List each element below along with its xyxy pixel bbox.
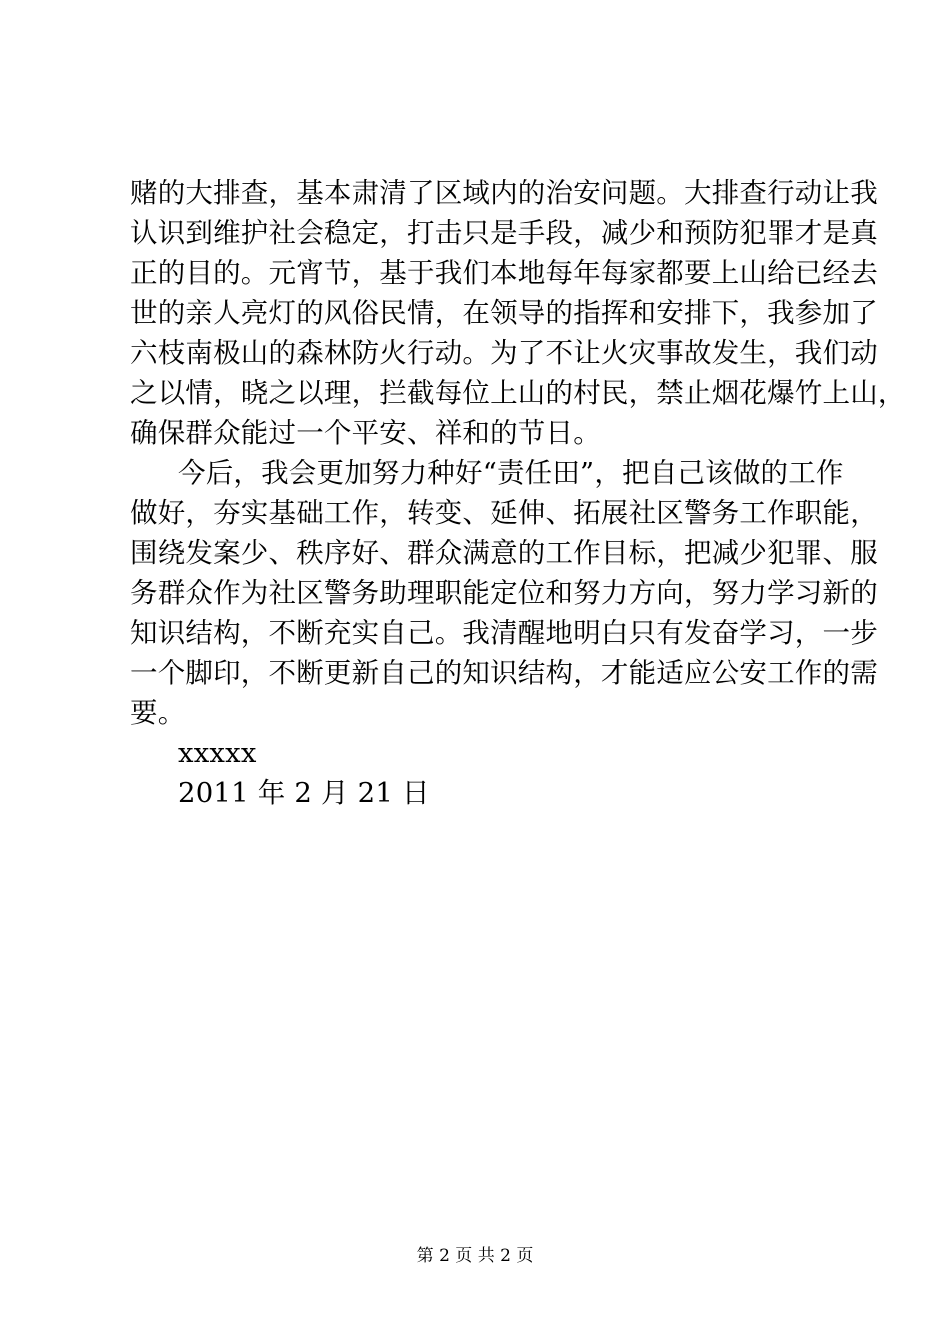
signature-name: xxxxx: [178, 737, 257, 769]
body-line: 认识到维护社会稳定，打击只是手段，减少和预防犯罪才是真: [130, 217, 878, 249]
body-line: 正的目的。元宵节，基于我们本地每年每家都要上山给已经去: [130, 257, 878, 289]
signature-date: 2011 年 2 月 21 日: [178, 777, 430, 809]
document-body: [130, 173, 906, 813]
paragraph-start-line: 今后，我会更加努力种好“责任田”，把自己该做的工作: [178, 457, 844, 489]
body-line: 要。: [130, 697, 186, 729]
body-line: 世的亲人亮灯的风俗民情，在领导的指挥和安排下，我参加了: [130, 297, 878, 329]
body-line: 知识结构，不断充实自己。我清醒地明白只有发奋学习，一步: [130, 617, 878, 649]
body-line: 之以情，晓之以理，拦截每位上山的村民，禁止烟花爆竹上山，: [130, 377, 906, 409]
body-line: 六枝南极山的森林防火行动。为了不让火灾事故发生，我们动: [130, 337, 878, 369]
body-line: 围绕发案少、秩序好、群众满意的工作目标，把减少犯罪、服: [130, 537, 878, 569]
page-footer: 第 2 页 共 2 页: [416, 1246, 534, 1266]
body-line: 赌的大排查，基本肃清了区域内的治安问题。大排查行动让我: [130, 177, 878, 209]
body-line: 一个脚印，不断更新自己的知识结构，才能适应公安工作的需: [130, 657, 878, 689]
body-line: 做好，夯实基础工作，转变、延伸、拓展社区警务工作职能，: [130, 497, 878, 529]
body-line: 确保群众能过一个平安、祥和的节日。: [130, 417, 601, 449]
body-line: 务群众作为社区警务助理职能定位和努力方向，努力学习新的: [130, 577, 878, 609]
